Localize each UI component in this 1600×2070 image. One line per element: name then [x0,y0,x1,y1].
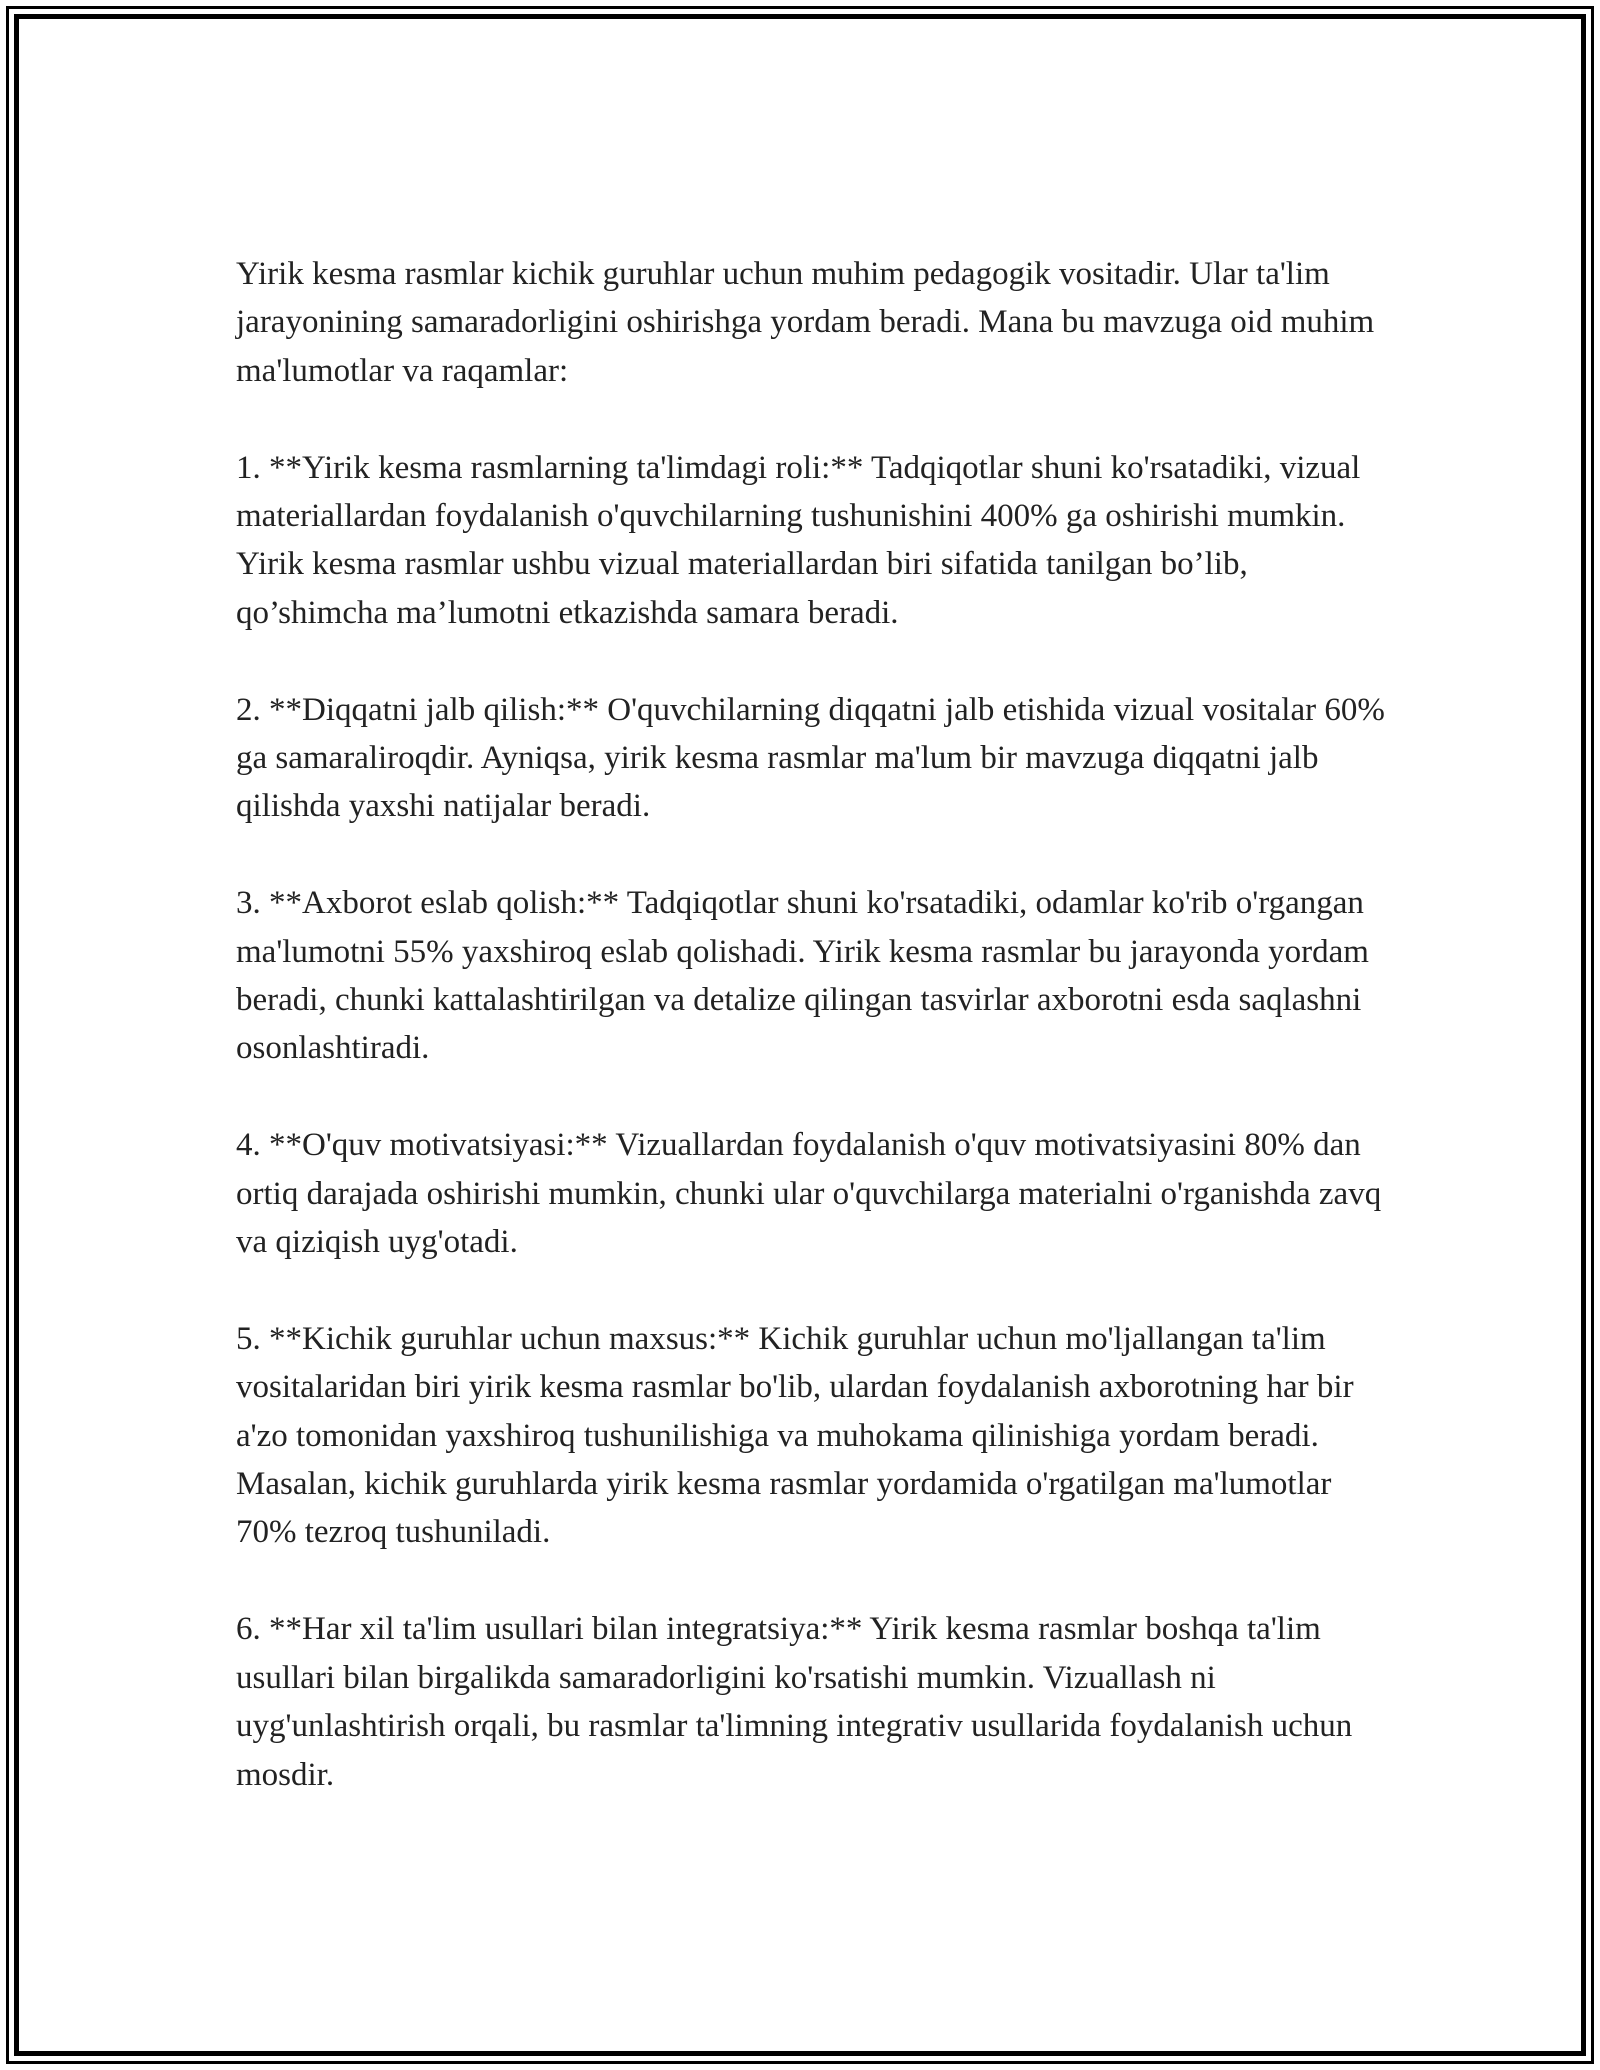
list-item: 6. **Har xil ta'lim usullari bilan integratsiya:** Yirik kesma rasmlar boshqa ta'lim usullari bilan birgalikda samaradorligini ko'rsatishi mumkin. Vizuallash ni uyg'unlashtirish orqali, bu rasmlar ta'limning integrativ usullarida foydalanish uchun mosdir. [236,1611,1353,1793]
document-body [236,250,1386,1799]
list-item: 3. **Axborot eslab qolish:** Tadqiqotlar shuni ko'rsatadiki, odamlar ko'rib o'rgangan ma'lumotni 55% yaxshiroq eslab qolishadi. Yirik kesma rasmlar bu jarayonda yordam beradi, chunki kattalashtirilgan va detalize qilingan tasvirlar axborotni esda saqlashni osonlashtiradi. [236,885,1369,1067]
list-item: 5. **Kichik guruhlar uchun maxsus:** Kichik guruhlar uchun mo'ljallangan ta'lim vositalaridan biri yirik kesma rasmlar bo'lib, ulardan foydalanish axborotning har bir a'zo tomonidan yaxshiroq tushunilishiga va muhokama qilinishiga yordam beradi. Masalan, kichik guruhlarda yirik kesma rasmlar yordamida o'rgatilgan ma'lumotlar 70% tezroq tushuniladi. [236,1320,1354,1551]
list-item: 4. **O'quv motivatsiyasi:** Vizuallardan foydalanish o'quv motivatsiyasini 80% dan ortiq darajada oshirishi mumkin, chunki ular o'quvchilarga materialni o'rganishda zavq va qiziqish uyg'otadi. [236,1127,1382,1261]
intro-paragraph: Yirik kesma rasmlar kichik guruhlar uchun muhim pedagogik vositadir. Ular ta'lim jarayonining samaradorligini oshirishga yordam beradi. Mana bu mavzuga oid muhim ma'lumotlar va raqamlar: [236,256,1375,389]
list-item: 2. **Diqqatni jalb qilish:** O'quvchilarning diqqatni jalb etishida vizual vositalar 60% ga samaraliroqdir. Ayniqsa, yirik kesma rasmlar ma'lum bir mavzuga diqqatni jalb qilishda yaxshi natijalar beradi. [236,691,1385,825]
list-item: 1. **Yirik kesma rasmlarning ta'limdagi roli:** Tadqiqotlar shuni ko'rsatadiki, vizual materiallardan foydalanish o'quvchilarning tushunishini 400% ga oshirishi mumkin. Yirik kesma rasmlar ushbu vizual materiallardan biri sifatida tanilgan bo’lib, qo’shimcha ma’lumotni etkazishda samara beradi. [236,449,1361,631]
